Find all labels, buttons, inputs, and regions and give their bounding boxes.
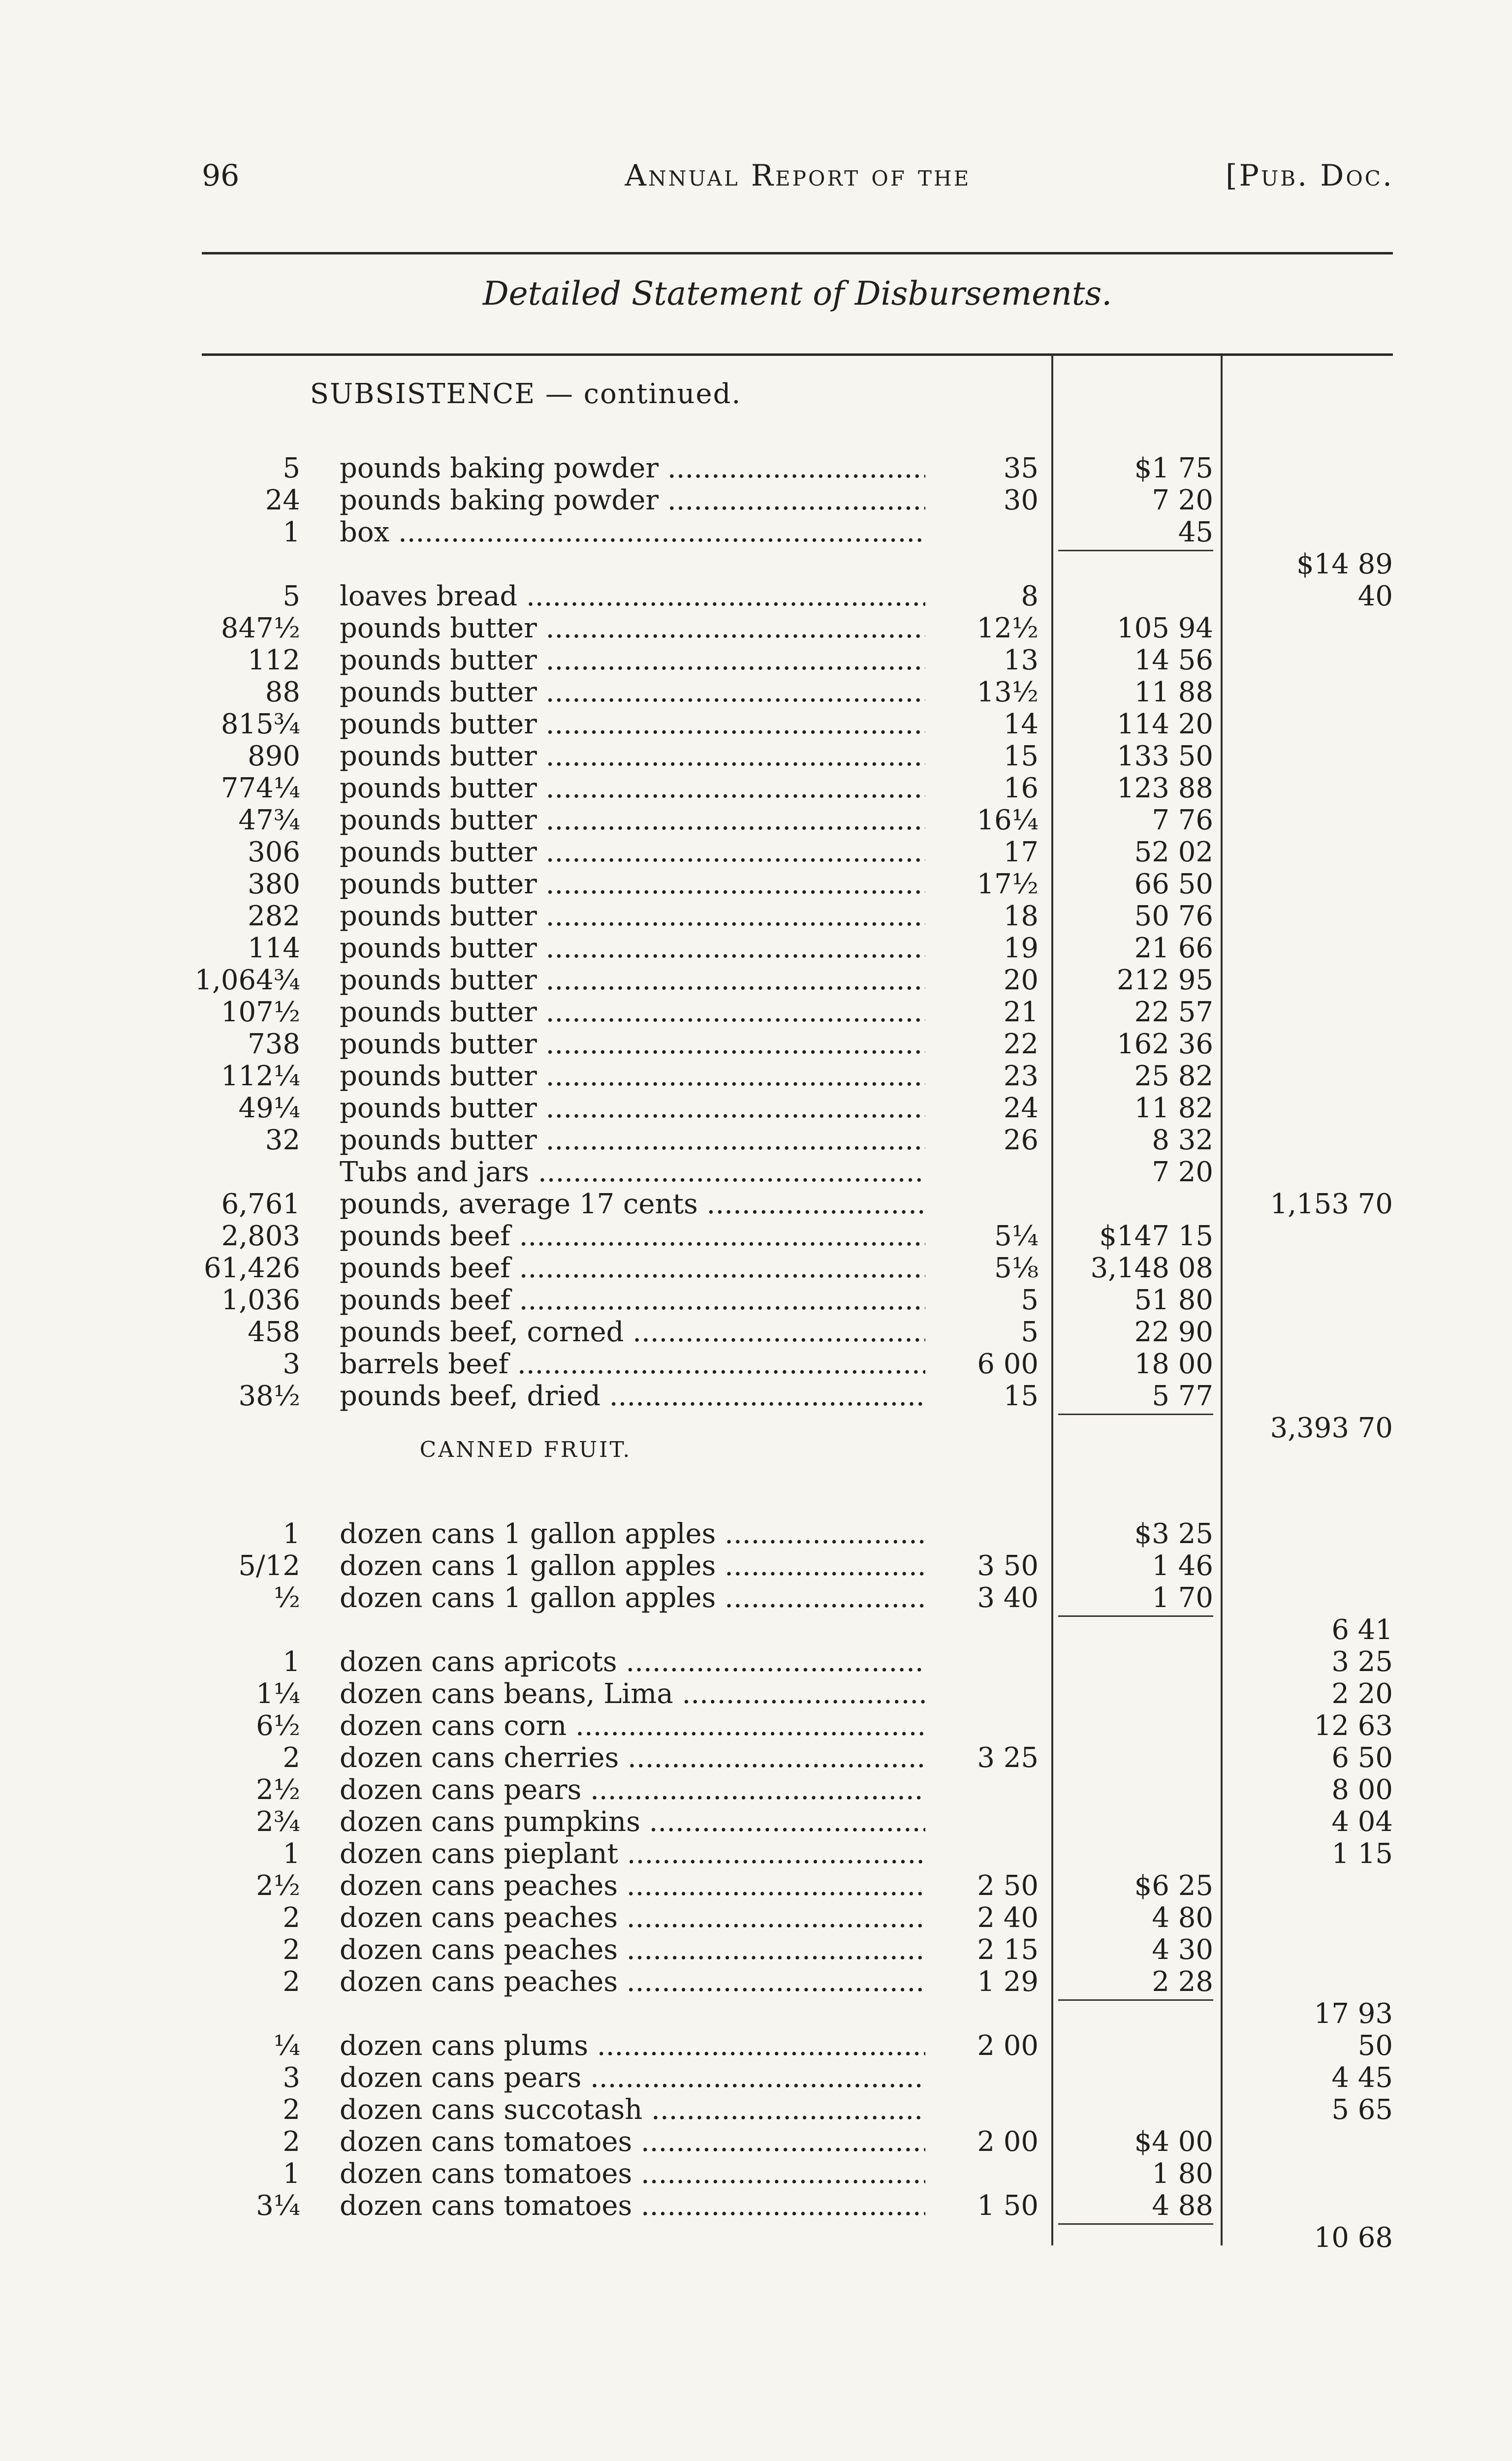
unit-price: 16 [1003, 772, 1039, 804]
item-description: pounds butter ..... [340, 741, 925, 772]
item-amount: 162 36 [1117, 1028, 1213, 1060]
subtotal-rule [1058, 2223, 1213, 2225]
item-amount: 1 46 [1152, 1550, 1213, 1582]
table-row [0, 1838, 1512, 1870]
item-quantity: 47¾ [238, 804, 300, 836]
item-quantity: 112 [248, 644, 300, 676]
subtotal-rule [1058, 1999, 1213, 2001]
item-quantity: 282 [248, 900, 300, 932]
item-quantity: 112¼ [220, 1060, 300, 1092]
group-total: 40 [1357, 580, 1393, 612]
table-row [0, 1870, 1512, 1902]
item-quantity: 2 [283, 1934, 300, 1966]
item-quantity: 3 [283, 2062, 300, 2094]
item-description: pounds butter ..... [340, 677, 925, 708]
unit-price: 2 50 [977, 1870, 1039, 1902]
item-description: pounds butter ..... [340, 933, 925, 964]
running-header [202, 158, 1394, 203]
table-row [0, 933, 1512, 964]
item-amount: 1 70 [1152, 1582, 1213, 1614]
unit-price: 19 [1003, 932, 1039, 964]
group-total: $14 89 [1296, 548, 1393, 580]
item-description: pounds, average 17 cents ..... [340, 1189, 925, 1220]
table-row [0, 453, 1512, 484]
unit-price: 30 [1003, 484, 1039, 516]
item-quantity: 1,064¾ [194, 964, 300, 996]
item-amount: 105 94 [1117, 612, 1213, 644]
table-row [0, 1678, 1512, 1710]
item-quantity: 2 [283, 2126, 300, 2158]
table-row [0, 2126, 1512, 2158]
item-description: pounds butter ..... [340, 773, 925, 804]
item-quantity: 5 [283, 452, 300, 484]
item-description: dozen cans pears ..... [340, 1774, 925, 1806]
item-quantity: 890 [248, 740, 300, 772]
item-amount: 11 82 [1134, 1092, 1213, 1124]
item-quantity: 815¾ [220, 708, 300, 740]
item-quantity: 774¼ [220, 772, 300, 804]
unit-price: 21 [1003, 996, 1039, 1028]
item-amount: 3,148 08 [1090, 1252, 1213, 1284]
unit-price: 6 00 [977, 1348, 1039, 1380]
item-amount: 11 88 [1134, 676, 1213, 708]
item-quantity: 306 [248, 836, 300, 868]
table-row [0, 1445, 1512, 1476]
item-quantity: 107½ [220, 996, 300, 1028]
table-row [0, 1189, 1512, 1220]
item-quantity: 1 [283, 1518, 300, 1550]
item-quantity: 1 [283, 2158, 300, 2190]
item-description: box ..... [340, 517, 925, 548]
item-amount: 7 76 [1152, 804, 1213, 836]
item-quantity: 114 [248, 932, 300, 964]
item-description: pounds butter ..... [340, 965, 925, 996]
table-row [0, 1774, 1512, 1806]
table-row [0, 1550, 1512, 1582]
table-row [0, 901, 1512, 932]
item-quantity: 2 [283, 1742, 300, 1774]
item-amount: 4 80 [1152, 1902, 1213, 1934]
table-row [0, 1477, 1512, 1508]
group-total: 17 93 [1314, 1998, 1393, 2030]
item-quantity: ½ [273, 1582, 300, 1614]
item-quantity: 3¼ [256, 2190, 300, 2222]
subtotal-rule [1058, 550, 1213, 551]
item-quantity: 6½ [256, 1710, 300, 1742]
item-quantity: 2 [283, 2094, 300, 2126]
item-description: dozen cans corn ..... [340, 1710, 925, 1742]
group-total: 10 68 [1314, 2222, 1393, 2254]
item-quantity: 738 [248, 1028, 300, 1060]
table-row [0, 1093, 1512, 1124]
item-description: loaves bread ..... [340, 581, 925, 612]
table-row [0, 773, 1512, 804]
table-row [0, 2062, 1512, 2094]
item-description: pounds beef, corned ..... [340, 1317, 925, 1348]
item-description: pounds baking powder ..... [340, 485, 925, 516]
item-quantity: 3 [283, 1348, 300, 1380]
item-description: pounds butter ..... [340, 837, 925, 868]
item-quantity: 61,426 [204, 1252, 300, 1284]
item-amount: 5 77 [1152, 1380, 1213, 1412]
item-amount: 52 02 [1134, 836, 1213, 868]
unit-price: 12½ [976, 612, 1039, 644]
item-amount: 4 30 [1152, 1934, 1213, 1966]
item-description: pounds beef ..... [340, 1285, 925, 1316]
item-amount: 114 20 [1117, 708, 1213, 740]
table-row [0, 1285, 1512, 1316]
group-total: 6 41 [1331, 1614, 1393, 1646]
table-row [0, 1582, 1512, 1614]
item-amount: 45 [1178, 516, 1213, 548]
item-quantity: 2½ [256, 1870, 300, 1902]
table-row [0, 2222, 1512, 2254]
item-amount: 2 28 [1152, 1966, 1213, 1998]
item-amount: 1 80 [1152, 2158, 1213, 2190]
unit-price: 23 [1003, 1060, 1039, 1092]
item-quantity: 5 [283, 580, 300, 612]
item-description: dozen cans peaches ..... [340, 1966, 925, 1998]
item-description: dozen cans peaches ..... [340, 1934, 925, 1966]
unit-price: 18 [1003, 900, 1039, 932]
item-quantity: 1 [283, 516, 300, 548]
item-description: dozen cans pears ..... [340, 2062, 925, 2094]
item-description: dozen cans tomatoes ..... [340, 2190, 925, 2222]
item-quantity: 380 [248, 868, 300, 900]
table-row [0, 1349, 1512, 1380]
item-description: dozen cans apricots ..... [340, 1646, 925, 1678]
table-row [0, 581, 1512, 612]
item-description: dozen cans 1 gallon apples ..... [340, 1518, 925, 1550]
unit-price: 3 25 [977, 1742, 1039, 1774]
group-total: 3,393 70 [1270, 1412, 1393, 1444]
item-description: dozen cans peaches ..... [340, 1870, 925, 1902]
table-row [0, 1253, 1512, 1284]
table-row [0, 1221, 1512, 1252]
item-amount: 50 76 [1134, 900, 1213, 932]
subtotal-rule [1058, 1615, 1213, 1617]
item-amount: 14 56 [1134, 644, 1213, 676]
unit-price: 3 50 [977, 1550, 1039, 1582]
item-amount: 7 20 [1152, 1156, 1213, 1188]
table-row [0, 805, 1512, 836]
item-description: dozen cans pumpkins ..... [340, 1806, 925, 1838]
item-amount: $4 00 [1134, 2126, 1213, 2158]
unit-price: 5¼ [994, 1220, 1039, 1252]
table-row [0, 613, 1512, 644]
item-quantity: 5/12 [238, 1550, 300, 1582]
table-row [0, 1710, 1512, 1742]
item-description: pounds butter ..... [340, 805, 925, 836]
item-description: dozen cans tomatoes ..... [340, 2158, 925, 2190]
item-quantity: 24 [265, 484, 300, 516]
group-total: 12 63 [1314, 1710, 1393, 1742]
group-total: 1,153 70 [1270, 1188, 1393, 1220]
item-quantity: 2¾ [256, 1806, 300, 1838]
item-description: pounds beef ..... [340, 1253, 925, 1284]
item-quantity: 1¼ [256, 1678, 300, 1710]
table-row [0, 1061, 1512, 1092]
table-row [0, 1381, 1512, 1412]
group-total: 1 15 [1331, 1838, 1393, 1870]
item-description: dozen cans beans, Lima ..... [340, 1678, 925, 1710]
item-description: pounds baking powder ..... [340, 453, 925, 484]
item-description: pounds butter ..... [340, 1093, 925, 1124]
item-quantity: 1 [283, 1838, 300, 1870]
item-quantity: 2½ [256, 1774, 300, 1806]
item-description: pounds butter ..... [340, 901, 925, 932]
table-row [0, 2094, 1512, 2126]
table-row [0, 1934, 1512, 1966]
item-description: pounds butter ..... [340, 1061, 925, 1092]
table-row [0, 1902, 1512, 1934]
table-row [0, 517, 1512, 548]
table-row [0, 2030, 1512, 2062]
running-title: Annual Report of the [625, 158, 971, 193]
item-amount: $1 75 [1134, 452, 1213, 484]
table-row [0, 741, 1512, 772]
group-total: 3 25 [1331, 1646, 1393, 1678]
item-quantity: 458 [248, 1316, 300, 1348]
table-row [0, 549, 1512, 580]
unit-price: 5 [1021, 1316, 1039, 1348]
table-row [0, 645, 1512, 676]
unit-price: 1 50 [977, 2190, 1039, 2222]
table-row [0, 709, 1512, 740]
item-description: pounds butter ..... [340, 613, 925, 644]
item-description: dozen cans tomatoes ..... [340, 2126, 925, 2158]
table-row [0, 1157, 1512, 1188]
table-row [0, 869, 1512, 900]
table-row [0, 2190, 1512, 2222]
item-quantity: 2 [283, 1966, 300, 1998]
canned-fruit-heading: CANNED FRUIT. [419, 1437, 632, 1462]
group-total: 50 [1357, 2030, 1393, 2062]
table-row [0, 1998, 1512, 2030]
item-quantity: 38½ [238, 1380, 300, 1412]
unit-price: 22 [1003, 1028, 1039, 1060]
item-quantity: ¼ [273, 2030, 300, 2062]
table-row [0, 1518, 1512, 1550]
item-description: pounds beef ..... [340, 1221, 925, 1252]
item-amount: 51 80 [1134, 1284, 1213, 1316]
subtotal-rule [1058, 1414, 1213, 1415]
item-description: pounds butter ..... [340, 869, 925, 900]
item-description: pounds butter ..... [340, 645, 925, 676]
page-number: 96 [202, 158, 240, 193]
group-total: 5 65 [1331, 2094, 1393, 2126]
item-quantity: 49¼ [238, 1092, 300, 1124]
unit-price: 1 29 [977, 1966, 1039, 1998]
item-quantity: 2,803 [221, 1220, 300, 1252]
item-description: dozen cans succotash ..... [340, 2094, 925, 2126]
item-description: pounds butter ..... [340, 1029, 925, 1060]
item-amount: $3 25 [1134, 1518, 1213, 1550]
table-row [0, 1614, 1512, 1646]
item-quantity: 847½ [220, 612, 300, 644]
unit-price: 17 [1003, 836, 1039, 868]
unit-price: 3 40 [977, 1582, 1039, 1614]
item-amount: 18 00 [1134, 1348, 1213, 1380]
item-quantity: 1 [283, 1646, 300, 1678]
unit-price: 13½ [976, 676, 1039, 708]
group-total: 4 45 [1331, 2062, 1393, 2094]
unit-price: 5⅛ [994, 1252, 1039, 1284]
unit-price: 15 [1003, 1380, 1039, 1412]
group-total: 8 00 [1331, 1774, 1393, 1806]
item-amount: 21 66 [1134, 932, 1213, 964]
subtitle-rule [202, 353, 1393, 356]
item-amount: 66 50 [1134, 868, 1213, 900]
table-row [0, 1413, 1512, 1444]
unit-price: 5 [1021, 1284, 1039, 1316]
unit-price: 17½ [976, 868, 1039, 900]
item-quantity: 88 [265, 676, 300, 708]
item-description: pounds butter ..... [340, 1125, 925, 1156]
item-description: barrels beef ..... [340, 1349, 925, 1380]
table-row [0, 997, 1512, 1028]
item-amount: 4 88 [1152, 2190, 1213, 2222]
table-row [0, 965, 1512, 996]
document-designation: [Pub. Doc. [1226, 158, 1394, 193]
table-row [0, 1125, 1512, 1156]
unit-price: 16¼ [976, 804, 1039, 836]
group-total: 6 50 [1331, 1742, 1393, 1774]
unit-price: 14 [1003, 708, 1039, 740]
unit-price: 8 [1021, 580, 1039, 612]
item-amount: 22 90 [1134, 1316, 1213, 1348]
header-rule [202, 252, 1393, 254]
table-row [0, 1966, 1512, 1998]
section-heading: SUBSISTENCE — continued. [310, 378, 742, 410]
group-total: 2 20 [1331, 1678, 1393, 1710]
item-amount: 133 50 [1117, 740, 1213, 772]
unit-price: 35 [1003, 452, 1039, 484]
item-description: dozen cans cherries ..... [340, 1742, 925, 1774]
unit-price: 2 40 [977, 1902, 1039, 1934]
unit-price: 20 [1003, 964, 1039, 996]
item-amount: 25 82 [1134, 1060, 1213, 1092]
item-description: dozen cans pieplant ..... [340, 1838, 925, 1870]
item-amount: 22 57 [1134, 996, 1213, 1028]
table-row [0, 1806, 1512, 1838]
item-description: Tubs and jars ..... [340, 1157, 925, 1188]
unit-price: 26 [1003, 1124, 1039, 1156]
item-amount: $6 25 [1134, 1870, 1213, 1902]
item-quantity: 2 [283, 1902, 300, 1934]
unit-price: 2 15 [977, 1934, 1039, 1966]
unit-price: 2 00 [977, 2030, 1039, 2062]
table-row [0, 485, 1512, 516]
item-description: pounds beef, dried ..... [340, 1381, 925, 1412]
item-quantity: 1,036 [221, 1284, 300, 1316]
unit-price: 2 00 [977, 2126, 1039, 2158]
item-amount: 212 95 [1117, 964, 1213, 996]
unit-price: 24 [1003, 1092, 1039, 1124]
item-description: dozen cans 1 gallon apples ..... [340, 1550, 925, 1582]
table-row [0, 1742, 1512, 1774]
item-description: dozen cans peaches ..... [340, 1902, 925, 1934]
item-description: dozen cans plums ..... [340, 2030, 925, 2062]
table-row [0, 1317, 1512, 1348]
page-subtitle: Detailed Statement of Disbursements. [482, 275, 1112, 313]
group-total: 4 04 [1331, 1806, 1393, 1838]
item-amount: $147 15 [1099, 1220, 1213, 1252]
unit-price: 15 [1003, 740, 1039, 772]
item-description: pounds butter ..... [340, 997, 925, 1028]
item-description: pounds butter ..... [340, 709, 925, 740]
table-row [0, 677, 1512, 708]
table-row [0, 837, 1512, 868]
item-quantity: 6,761 [221, 1188, 300, 1220]
item-description: dozen cans 1 gallon apples ..... [340, 1582, 925, 1614]
item-quantity: 32 [265, 1124, 300, 1156]
item-amount: 7 20 [1152, 484, 1213, 516]
table-row [0, 1646, 1512, 1678]
unit-price: 13 [1003, 644, 1039, 676]
item-amount: 123 88 [1117, 772, 1213, 804]
item-amount: 8 32 [1152, 1124, 1213, 1156]
table-row [0, 2158, 1512, 2190]
table-row [0, 1029, 1512, 1060]
